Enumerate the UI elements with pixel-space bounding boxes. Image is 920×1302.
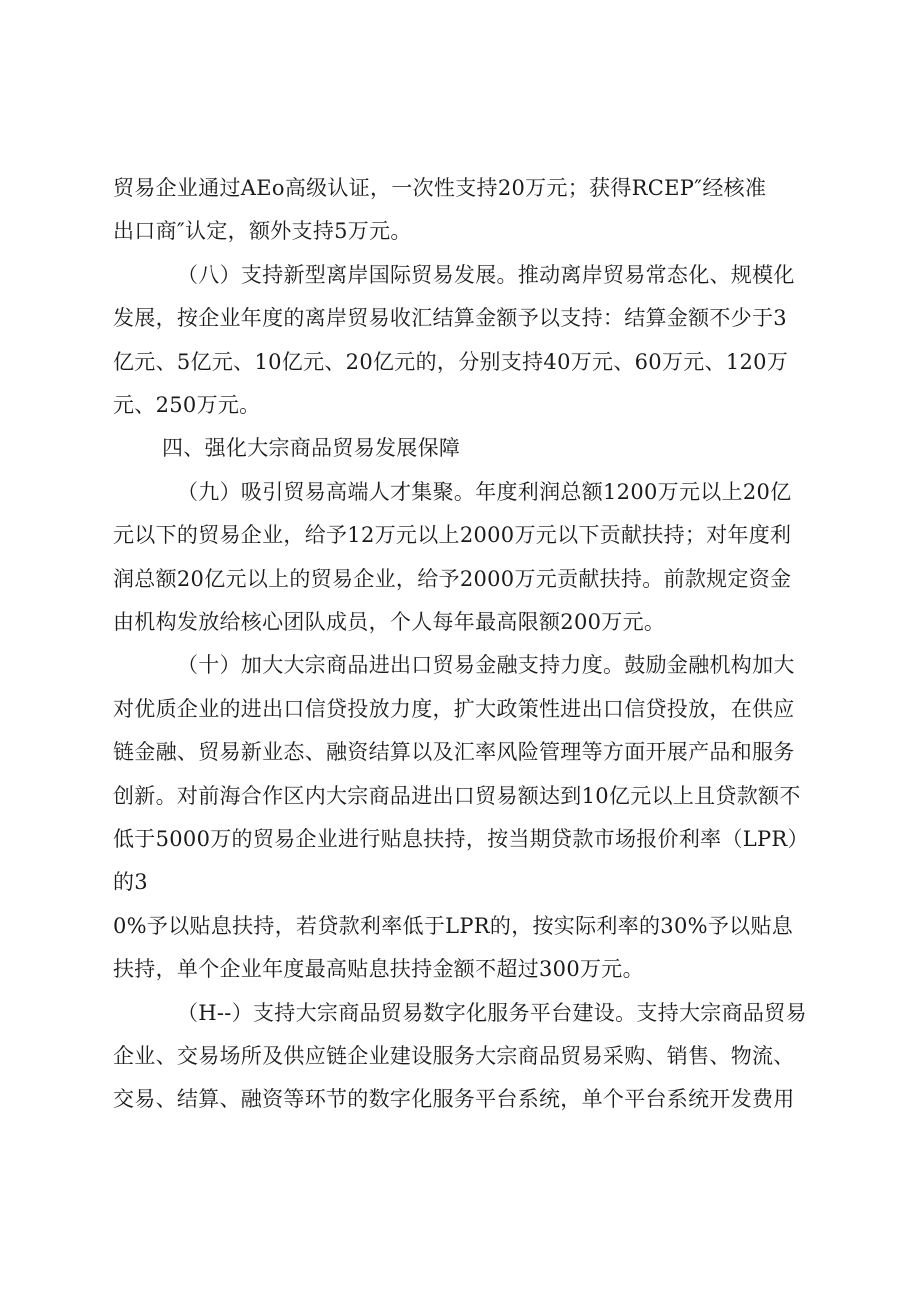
text-line-4: 发展，按企业年度的离岸贸易收汇结算金额予以支持：结算金额不少于3 xyxy=(113,306,787,330)
text-line-18: 0%予以贴息扶持，若贷款利率低于LPR的，按实际利率的30%予以贴息 xyxy=(113,914,794,938)
text-line-13: 对优质企业的进出口信贷投放力度，扩大政策性进出口信贷投放，在供应 xyxy=(113,697,795,721)
text-line-19: 扶持，单个企业年度最高贴息扶持金额不超过300万元。 xyxy=(113,957,644,981)
text-line-15: 创新。对前海合作区内大宗商品进出口贸易额达到10亿元以上且贷款额不 xyxy=(113,784,801,808)
text-line-3: （八）支持新型离岸国际贸易发展。推动离岸贸易常态化、规模化 xyxy=(177,263,795,287)
text-line-22: 交易、结算、融资等环节的数字化服务平台系统，单个平台系统开发费用 xyxy=(113,1087,795,1111)
text-line-20: （H--）支持大宗商品贸易数字化服务平台建设。支持大宗商品贸易 xyxy=(177,1001,807,1025)
section-heading: 四、强化大宗商品贸易发展保障 xyxy=(162,436,461,460)
text-line-9: 元以下的贸易企业，给予12万元以上2000万元以下贡献扶持；对年度利 xyxy=(113,523,792,547)
text-line-2: 出口商″认定，额外支持5万元。 xyxy=(113,219,412,243)
text-line-12: （十）加大大宗商品进出口贸易金融支持力度。鼓励金融机构加大 xyxy=(177,653,795,677)
text-line-6: 元、250万元。 xyxy=(113,393,261,417)
text-line-8: （九）吸引贸易高端人才集聚。年度利润总额1200万元以上20亿 xyxy=(177,480,792,504)
text-line-11: 由机构发放给核心团队成员，个人每年最高限额200万元。 xyxy=(113,610,666,634)
text-line-10: 润总额20亿元以上的贸易企业，给予2000万元贡献扶持。前款规定资金 xyxy=(113,567,792,591)
text-line-21: 企业、交易场所及供应链企业建设服务大宗商品贸易采购、销售、物流、 xyxy=(113,1044,795,1068)
text-line-16: 低于5000万的贸易企业进行贴息扶持，按当期贷款市场报价利率（LPR） xyxy=(113,827,809,851)
text-line-5: 亿元、5亿元、10亿元、20亿元的，分别支持40万元、60万元、120万 xyxy=(113,350,789,374)
text-line-17: 的3 xyxy=(113,870,148,894)
text-line-1: 贸易企业通过AEo高级认证，一次性支持20万元；获得RCEP″经核准 xyxy=(113,176,767,200)
text-line-14: 链金融、贸易新业态、融资结算以及汇率风险管理等方面开展产品和服务 xyxy=(113,740,795,764)
